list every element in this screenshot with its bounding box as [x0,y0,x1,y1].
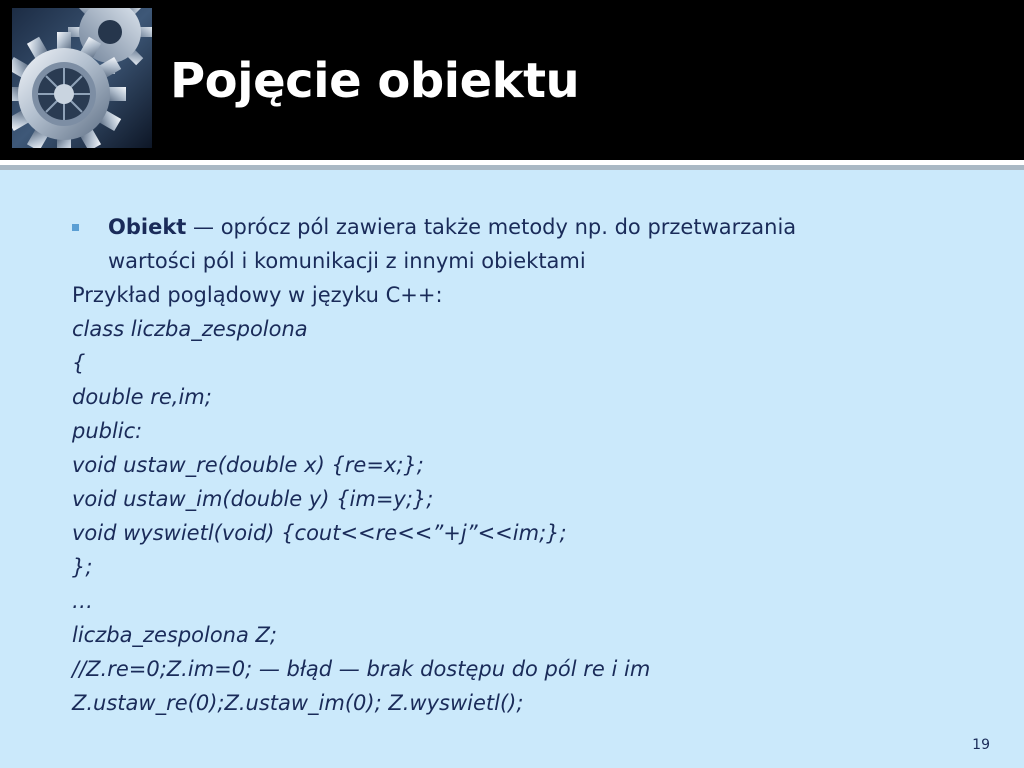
header-divider-shadow [0,165,1024,170]
code-line: … [72,589,93,613]
gears-icon [12,8,152,148]
page-number: 19 [972,737,990,753]
slide-title: Pojęcie obiektu [170,53,580,109]
code-line: Z.ustaw_re(0);Z.ustaw_im(0); Z.wyswietl(); [72,691,524,715]
bullet-item [72,210,972,278]
code-line: public: [72,419,143,443]
code-line: class liczba_zespolona [72,317,308,341]
bullet-text: — oprócz pól zawiera także metody np. do przetwarzania [186,215,797,239]
code-line: //Z.re=0;Z.im=0; — błąd — brak dostępu do pól re i im [72,657,651,681]
gears-image [12,8,152,148]
slide-body [72,210,972,720]
bullet-text-continued: wartości pól i komunikacji z innymi obiektami [108,249,586,273]
example-intro: Przykład poglądowy w języku C++: [72,283,443,307]
code-line: { [72,351,86,375]
code-line: }; [72,555,93,579]
slide-header [0,0,1024,160]
code-line: double re,im; [72,385,212,409]
bullet-term: Obiekt [108,215,187,239]
code-line: void wyswietl(void) {cout<<re<<”+j”<<im;}; [72,521,567,545]
code-line: void ustaw_re(double x) {re=x;}; [72,453,424,477]
square-bullet-icon [72,224,79,231]
code-line: void ustaw_im(double y) {im=y;}; [72,487,434,511]
code-line: liczba_zespolona Z; [72,623,277,647]
code-block [72,312,972,720]
